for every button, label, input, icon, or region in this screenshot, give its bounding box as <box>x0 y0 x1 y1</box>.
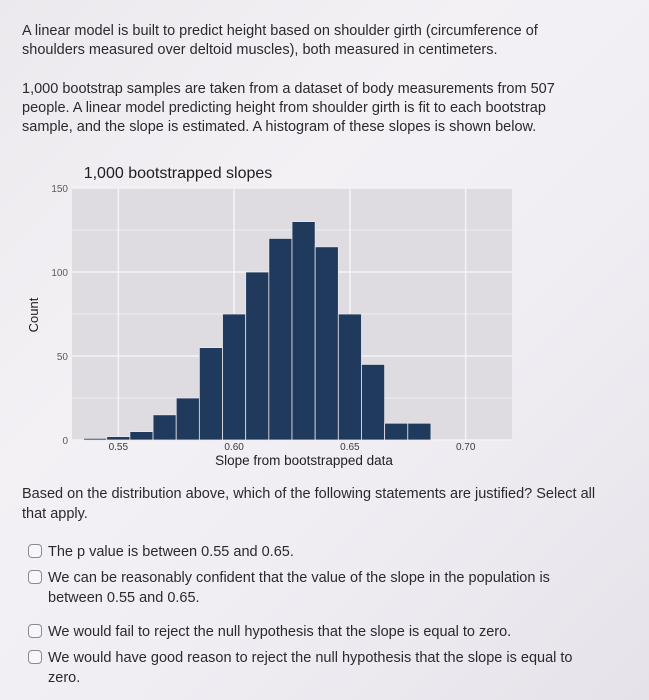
option-3-label: We would fail to reject the null hypothesis that the slope is equal to zero. <box>48 624 512 640</box>
histogram-bar <box>338 314 361 440</box>
option-4-checkbox[interactable] <box>28 650 42 664</box>
histogram-bar <box>199 348 222 440</box>
histogram-chart <box>20 160 560 475</box>
histogram-bar <box>153 415 176 440</box>
option-2-checkbox[interactable] <box>28 570 42 584</box>
x-axis-label: Slope from bootstrapped data <box>215 453 393 468</box>
y-tick-label: 0 <box>62 436 68 447</box>
histogram-bar <box>269 238 292 440</box>
histogram-bar <box>130 432 153 440</box>
histogram-bar <box>292 222 315 440</box>
x-tick-label: 0.70 <box>455 442 476 453</box>
y-axis-label: Count <box>26 297 41 333</box>
option-1-checkbox[interactable] <box>28 544 42 558</box>
chart-title: 1,000 bootstrapped slopes <box>83 165 273 182</box>
histogram-bar <box>408 423 431 440</box>
intro-paragraph-2: 1,000 bootstrap samples are taken from a dataset of body measurements from 507 people. A linear model predicting height from shoulder girth is fit to each bootstrap sample, and the slope is estimated. A histogram of these slopes is shown below. <box>22 81 555 135</box>
histogram-bar <box>176 398 199 440</box>
histogram-bar <box>107 437 130 440</box>
option-3-checkbox[interactable] <box>28 624 42 638</box>
intro-paragraph-1: A linear model is built to predict height based on shoulder girth (circumference of shoulders measured over deltoid muscles), both measured in centimeters. <box>22 23 538 58</box>
option-4[interactable] <box>28 648 588 688</box>
y-tick-label: 100 <box>51 268 68 279</box>
option-1-label: The p value is between 0.55 and 0.65. <box>48 544 294 560</box>
histogram-bar <box>84 438 107 440</box>
x-tick-label: 0.55 <box>108 442 129 453</box>
histogram-bar <box>223 314 246 440</box>
x-tick-label: 0.60 <box>224 442 244 453</box>
option-4-label: We would have good reason to reject the null hypothesis that the slope is equal to zero. <box>48 650 573 686</box>
option-3[interactable] <box>28 622 588 642</box>
option-2[interactable] <box>28 568 588 608</box>
y-tick-label: 50 <box>56 352 68 363</box>
option-2-label: We can be reasonably confident that the value of the slope in the population is between 0.55 and 0.65. <box>48 570 550 606</box>
question-text: Based on the distribution above, which of the following statements are justified? Select all that apply. <box>22 486 596 522</box>
x-axis-ticks <box>109 442 476 453</box>
y-tick-label: 150 <box>51 184 68 195</box>
histogram-bar <box>385 423 408 440</box>
y-axis-ticks <box>51 184 68 447</box>
x-tick-label: 0.65 <box>340 442 360 453</box>
option-1[interactable] <box>28 542 588 562</box>
histogram-bar <box>246 272 269 440</box>
histogram-bar <box>361 364 384 440</box>
histogram-bar <box>315 247 338 440</box>
